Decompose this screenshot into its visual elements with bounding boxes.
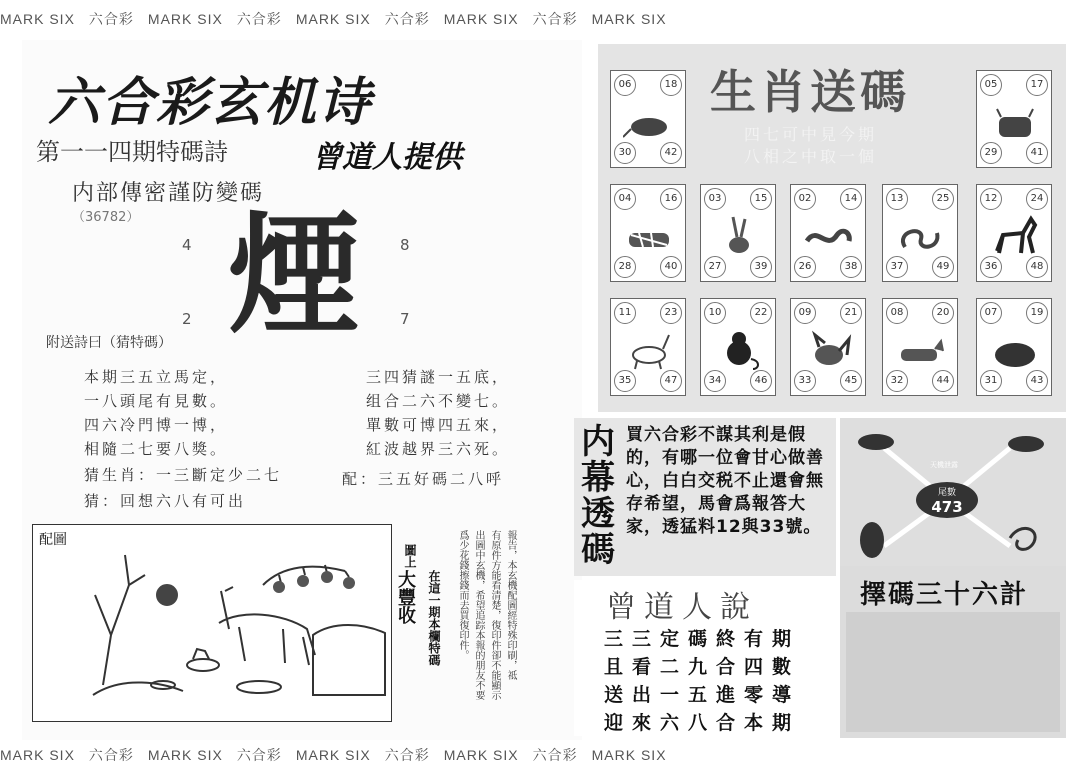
zodiac-number: 12 (980, 188, 1002, 210)
zodiac-card-goat (610, 298, 686, 396)
goat-icon (623, 325, 673, 371)
daoren-line: 送出一五進零導 (604, 684, 801, 706)
poem-line-left: 四六冷門博一博， (84, 416, 229, 434)
zodiac-number: 35 (614, 370, 636, 392)
banner-item: MARK SIX (295, 747, 371, 763)
zodiac-number: 43 (1026, 370, 1048, 392)
rabbit-icon (713, 211, 763, 257)
zodiac-number: 24 (1026, 188, 1048, 210)
poem-line-left: 本期三五立馬定， (84, 368, 229, 386)
zodiac-number: 36 (980, 256, 1002, 278)
zodiac-card-dragon (790, 184, 866, 282)
daoren-line: 迎來六八合本期 (604, 712, 801, 734)
poem-line-right: 三四猜謎一五底， (366, 368, 511, 386)
issue-label: 第一一四期特碼詩 (36, 138, 228, 166)
banner-item: MARK SIX (591, 11, 667, 27)
zodiac-number: 45 (840, 370, 862, 392)
poem-line-left: 猜：回想六八有可出 (84, 492, 247, 510)
dog-icon (895, 325, 945, 371)
banner-item: 六合彩 (384, 11, 430, 27)
zodiac-number: 28 (614, 256, 636, 278)
zodiac-number: 18 (660, 74, 682, 96)
zodiac-number: 03 (704, 188, 726, 210)
bottom-banner-strip (0, 742, 1080, 768)
zodiac-card-rabbit (700, 184, 776, 282)
zodiac-number: 31 (980, 370, 1002, 392)
tiger-icon (623, 211, 673, 257)
corner-number: 2 (182, 310, 192, 328)
zodiac-number: 26 (794, 256, 816, 278)
zodiac-number: 40 (660, 256, 682, 278)
poem-line-left: 相隨二七要八獎。 (84, 440, 229, 458)
banner-item: 六合彩 (88, 11, 134, 27)
figure-panel (32, 524, 392, 722)
zodiac-number: 05 (980, 74, 1002, 96)
insider-text: 買六合彩不謀其利是假的，有哪一位會甘心做善心，白白交税不止還會無存希望，馬會爲報答大家，透猛料12與33號。 (626, 425, 824, 537)
notice-line: 報告，本玄機配圖經特殊印刷，祗 (505, 530, 516, 680)
poem-line-right: 紅波越界三六死。 (366, 440, 511, 458)
banner-item: MARK SIX (147, 747, 223, 763)
zodiac-card-rat (610, 70, 686, 168)
banner-item: 六合彩 (532, 747, 578, 763)
zodiac-number: 29 (980, 142, 1002, 164)
zodiac-number: 46 (750, 370, 772, 392)
tail-number-panel (840, 418, 1066, 566)
zodiac-card-rooster (790, 298, 866, 396)
zodiac-card-ox (976, 70, 1052, 168)
zodiac-card-snake (882, 184, 958, 282)
zodiac-number: 15 (750, 188, 772, 210)
zodiac-number: 09 (794, 302, 816, 324)
dragon-icon (803, 211, 853, 257)
banner-item: 六合彩 (384, 747, 430, 763)
zodiac-number: 44 (932, 370, 954, 392)
banner-item: 六合彩 (236, 11, 282, 27)
banner-item: MARK SIX (147, 11, 223, 27)
notice-line: 出圖中玄機，希望追踪本報的朋友不要 (473, 530, 484, 700)
wheel-tagline: 天機泄露 (930, 461, 958, 469)
zodiac-card-pig (976, 298, 1052, 396)
provider-label: 曾道人提供 (312, 140, 462, 175)
zodiac-number: 49 (932, 256, 954, 278)
zodiac-number: 23 (660, 302, 682, 324)
zodiac-card-dog (882, 298, 958, 396)
banner-item: MARK SIX (295, 11, 371, 27)
monkey-icon (713, 325, 763, 371)
plan-panel (840, 566, 1066, 738)
zodiac-number: 39 (750, 256, 772, 278)
banner-item: MARK SIX (0, 11, 75, 27)
poem-line-right: 單數可博四五來， (366, 416, 511, 434)
tail-number-badge (916, 482, 978, 518)
zodiac-number: 11 (614, 302, 636, 324)
insider-title: 内幕透碼 (581, 422, 615, 570)
zodiac-panel (598, 44, 1066, 412)
zodiac-number: 21 (840, 302, 862, 324)
zodiac-number: 41 (1026, 142, 1048, 164)
figure-caption-big: 大豐收 (395, 570, 416, 624)
daoren-title: 曾道人說 (606, 590, 758, 625)
zodiac-subtitle: 八相之中取一個 (744, 147, 878, 166)
zodiac-number: 47 (660, 370, 682, 392)
zodiac-subtitle: 四七可中見今期 (744, 125, 878, 144)
banner-item: 六合彩 (532, 11, 578, 27)
zodiac-number: 14 (840, 188, 862, 210)
figure-caption-small: 圖上 (403, 544, 417, 568)
zodiac-number: 16 (660, 188, 682, 210)
banner-item: MARK SIX (591, 747, 667, 763)
figure-illustration (33, 525, 389, 719)
figure-caption: 在這一期本欄特碼 (427, 570, 441, 666)
zodiac-number: 22 (750, 302, 772, 324)
notice-line: 有原件方能看清楚，復印件卻不能顯示 (489, 530, 500, 700)
plan-title: 擇碼三十六計 (860, 580, 1029, 610)
ox-icon (989, 97, 1039, 143)
poem-line-right: 配：三五好碼二八呼 (342, 470, 505, 488)
horse-icon (989, 211, 1039, 257)
daoren-panel (574, 580, 836, 736)
zodiac-card-tiger (610, 184, 686, 282)
zodiac-number: 37 (886, 256, 908, 278)
zodiac-number: 07 (980, 302, 1002, 324)
badge-number: 473 (931, 498, 963, 516)
zodiac-number: 38 (840, 256, 862, 278)
banner-item: MARK SIX (0, 747, 75, 763)
zodiac-number: 04 (614, 188, 636, 210)
zodiac-number: 32 (886, 370, 908, 392)
poem-title: 附送詩曰（猜特碼） (46, 335, 172, 351)
rat-icon (623, 97, 673, 143)
daoren-line: 且看二九合四數 (604, 656, 801, 678)
corner-number: 8 (400, 236, 410, 254)
snake-icon (895, 211, 945, 257)
daoren-line: 三三定碼終有期 (604, 628, 801, 650)
zodiac-number: 19 (1026, 302, 1048, 324)
poem-line-right: 组合二六不變七。 (366, 392, 511, 410)
corner-number: 4 (182, 236, 192, 254)
banner-item: MARK SIX (443, 11, 519, 27)
zodiac-number: 06 (614, 74, 636, 96)
secret-label: 内部傳密謹防變碼 (72, 181, 265, 206)
zodiac-number: 48 (1026, 256, 1048, 278)
rooster-icon (803, 325, 853, 371)
zodiac-number: 33 (794, 370, 816, 392)
page-title: 六合彩玄机诗 (48, 73, 373, 133)
poem-line-left: 一八頭尾有見數。 (84, 392, 229, 410)
poem-line-left: 猜生肖：一三斷定少二七 (84, 466, 283, 484)
zodiac-card-monkey (700, 298, 776, 396)
big-character: 煙 (228, 199, 360, 353)
poem-panel (22, 40, 582, 740)
zodiac-number: 17 (1026, 74, 1048, 96)
zodiac-title: 生肖送碼 (710, 65, 910, 119)
zodiac-card-horse (976, 184, 1052, 282)
zodiac-number: 20 (932, 302, 954, 324)
corner-number: 7 (400, 310, 410, 328)
zodiac-number: 02 (794, 188, 816, 210)
top-banner-strip (0, 6, 1080, 32)
banner-item: MARK SIX (443, 747, 519, 763)
zodiac-number: 42 (660, 142, 682, 164)
badge-label: 尾數 (937, 488, 956, 498)
secret-code: （36782） (72, 210, 140, 225)
banner-item: 六合彩 (236, 747, 282, 763)
pig-icon (989, 325, 1039, 371)
zodiac-number: 27 (704, 256, 726, 278)
figure-label: 配圖 (39, 532, 67, 548)
zodiac-number: 30 (614, 142, 636, 164)
banner-item: 六合彩 (88, 747, 134, 763)
zodiac-number: 34 (704, 370, 726, 392)
insider-panel (574, 418, 836, 576)
zodiac-number: 10 (704, 302, 726, 324)
notice-line: 爲少花錢擦錢而去買復印件。 (457, 530, 468, 660)
plan-content-box (846, 612, 1060, 732)
zodiac-number: 13 (886, 188, 908, 210)
zodiac-number: 08 (886, 302, 908, 324)
zodiac-number: 25 (932, 188, 954, 210)
